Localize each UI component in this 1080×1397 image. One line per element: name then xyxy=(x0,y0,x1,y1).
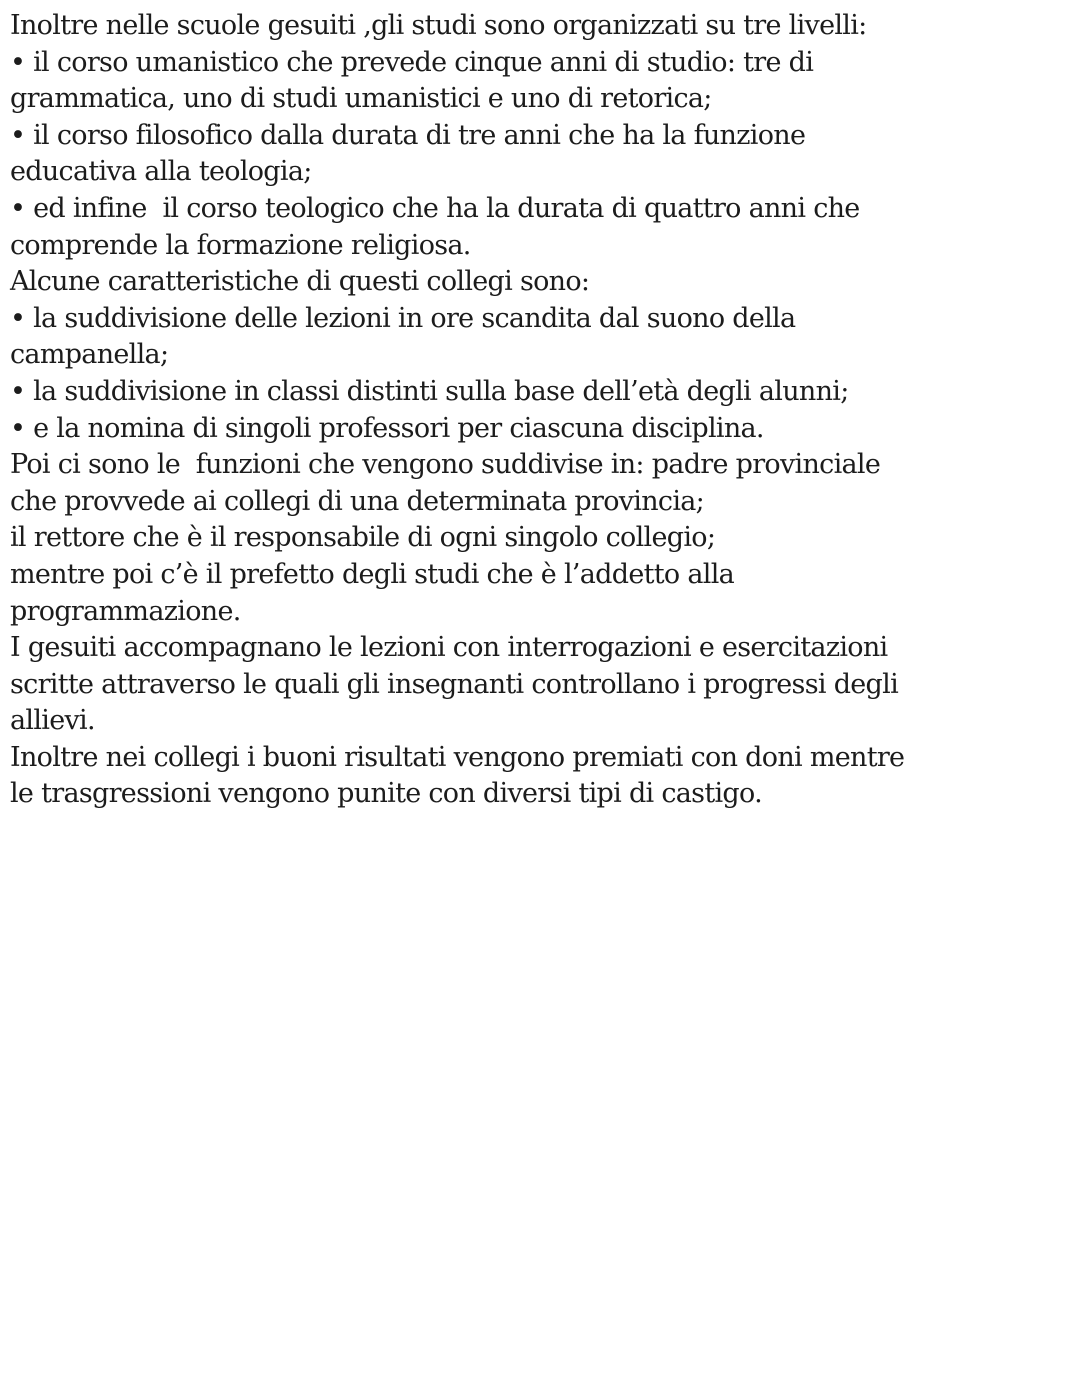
bullet-item: • il corso umanistico che prevede cinque anni di studio: tre di xyxy=(10,46,814,78)
bullet-item: • la suddivisione in classi distinti sulla base dell’età degli alunni; xyxy=(10,375,849,407)
text-line: mentre poi c’è il prefetto degli studi che è l’addetto alla xyxy=(10,558,735,590)
text-line: Poi ci sono le funzioni che vengono suddivise in: padre provinciale xyxy=(10,449,881,481)
text-line: Inoltre nei collegi i buoni risultati vengono premiati con doni mentre xyxy=(10,741,905,773)
text-line: allievi. xyxy=(10,705,95,737)
bullet-item: • il corso filosofico dalla durata di tre anni che ha la funzione xyxy=(10,119,806,151)
text-line: che provvede ai collegi di una determinata provincia; xyxy=(10,485,705,517)
document-text xyxy=(10,8,1072,813)
text-line: comprende la formazione religiosa. xyxy=(10,229,471,261)
text-line: Inoltre nelle scuole gesuiti ,gli studi sono organizzati su tre livelli: xyxy=(10,10,867,41)
text-line: educativa alla teologia; xyxy=(10,156,312,188)
text-line: scritte attraverso le quali gli insegnanti controllano i progressi degli xyxy=(10,668,899,700)
text-line: campanella; xyxy=(10,339,169,371)
text-line: I gesuiti accompagnano le lezioni con interrogazioni e esercitazioni xyxy=(10,632,888,664)
text-line: programmazione. xyxy=(10,595,241,627)
bullet-item: • la suddivisione delle lezioni in ore scandita dal suono della xyxy=(10,302,796,334)
bullet-item: • ed infine il corso teologico che ha la durata di quattro anni che xyxy=(10,192,860,224)
text-line: il rettore che è il responsabile di ogni singolo collegio; xyxy=(10,522,716,554)
text-line: grammatica, uno di studi umanistici e uno di retorica; xyxy=(10,83,712,115)
text-line: le trasgressioni vengono punite con diversi tipi di castigo. xyxy=(10,778,762,810)
text-line: Alcune caratteristiche di questi collegi sono: xyxy=(10,266,590,298)
bullet-item: • e la nomina di singoli professori per ciascuna disciplina. xyxy=(10,412,764,444)
